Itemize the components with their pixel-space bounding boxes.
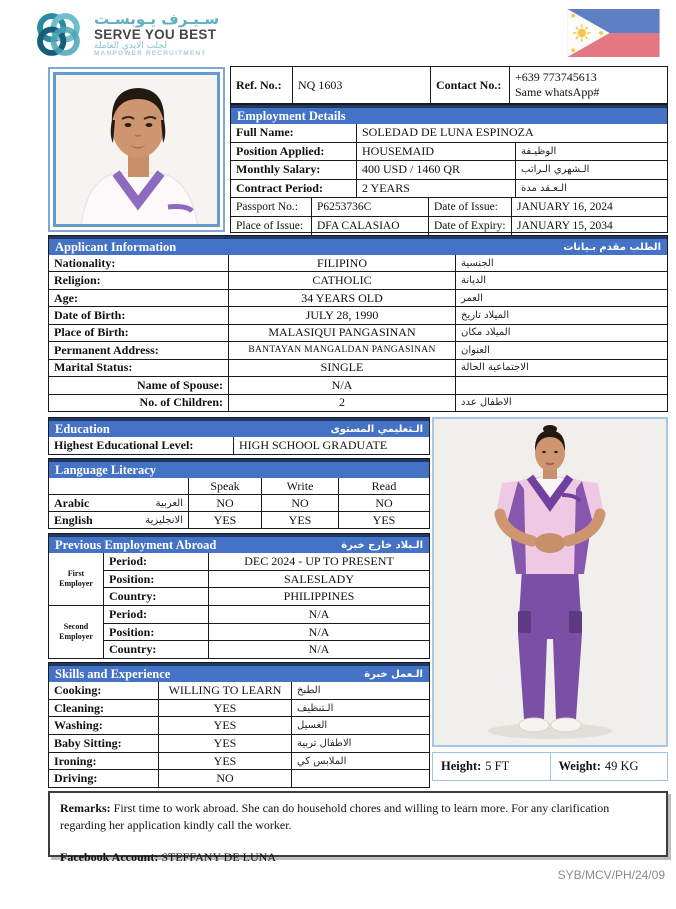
facebook-line: [60, 849, 656, 866]
field-arabic: [292, 770, 429, 787]
height-label: Height:: [441, 759, 482, 773]
employment-section: [230, 104, 668, 233]
field-value: WILLING TO LEARN: [159, 682, 292, 699]
brand-tagline-arabic: لجلب الايدي العاملة: [94, 40, 167, 51]
field-value: HOUSEMAID: [357, 143, 516, 161]
field-arabic: الديانة: [461, 275, 487, 287]
field-arabic: العنوان: [461, 344, 490, 356]
language-section-header: [49, 459, 429, 478]
field-arabic: الميلاد تاريخ: [461, 310, 510, 322]
field-label: Period:: [104, 606, 209, 623]
field-value: YES: [159, 700, 292, 717]
field-value: CATHOLIC: [229, 272, 456, 288]
ref-label: Ref. No.:: [231, 67, 293, 103]
field-value: DEC 2024 - UP TO PRESENT: [244, 553, 394, 568]
contact-note: Same whatsApp#: [515, 85, 600, 99]
section-title: Previous Employment Abroad: [55, 537, 217, 552]
previous-employment-header: [49, 534, 429, 553]
field-arabic: الاطفال عدد: [461, 397, 512, 409]
field-label: Cooking:: [49, 682, 159, 699]
field-value: N/A: [308, 642, 330, 657]
section-title-arabic: الـبلاد خارج خبرة: [341, 539, 423, 551]
applicant-section-header: [49, 236, 667, 255]
field-arabic: الـعـقد مدة: [521, 182, 567, 194]
section-title: Employment Details: [237, 108, 346, 123]
field-value: NO: [159, 770, 292, 787]
field-value: N/A: [308, 606, 330, 621]
language-name-cell: Arabic العربية: [49, 495, 189, 511]
section-title: Skills and Experience: [55, 666, 171, 681]
field-label: Washing:: [49, 717, 159, 734]
fullbody-portrait: [434, 419, 666, 745]
section-title: Applicant Information: [55, 239, 177, 254]
field-label: Position:: [104, 571, 209, 588]
section-title-arabic: الـتعليمي المستوى: [330, 423, 423, 435]
education-section: [48, 417, 430, 455]
field-value: BANTAYAN MANGALDAN PANGASINAN: [229, 342, 456, 358]
field-value: HIGH SCHOOL GRADUATE: [239, 438, 388, 452]
field-value: 2: [229, 395, 456, 411]
field-arabic: الميلاد مكان: [461, 327, 511, 339]
section-title-arabic: الـعمل خبرة: [364, 668, 423, 680]
passport-row: Passport No.: P6253736C Date of Issue: JANUARY 16, 2024: [231, 198, 667, 217]
field-value: YES: [159, 753, 292, 770]
applicant-section: [48, 235, 668, 412]
remarks-box: [48, 791, 668, 864]
field-label: Date of Birth:: [49, 307, 229, 323]
field-arabic: الملابس كي: [297, 755, 347, 767]
column-header: Write: [262, 478, 339, 494]
field-arabic: الـشهري الـراتب: [521, 164, 590, 176]
height-field: [433, 753, 551, 780]
field-label: Driving:: [49, 770, 159, 787]
fullbody-photo: [432, 417, 668, 747]
field-value: JULY 28, 1990: [229, 307, 456, 323]
field-label: Highest Educational Level:: [49, 437, 234, 454]
field-arabic: الغسيل: [297, 720, 328, 732]
facebook-value: STEFFANY DE LUNA: [161, 849, 276, 864]
field-label: Permanent Address:: [49, 342, 229, 358]
field-label: Ironing:: [49, 753, 159, 770]
field-label: Country:: [104, 588, 209, 605]
philippines-flag-icon: [566, 9, 661, 62]
field-value: 2 YEARS: [357, 180, 516, 198]
field-arabic: الجنسية: [461, 257, 494, 269]
field-label: No. of Children:: [49, 395, 229, 411]
brand-name-arabic: سـيـرف يـوبسـت: [94, 9, 220, 28]
weight-label: Weight:: [558, 759, 601, 773]
logo-rings-icon: [30, 8, 86, 62]
previous-employment-section: [48, 533, 430, 659]
field-value: YES: [159, 717, 292, 734]
column-header: Read: [371, 478, 397, 493]
language-section: Language Literacy Speak Write Read Arabic العربية NO NO NO English الانجليزية YES YES YES: [48, 458, 430, 529]
footer-code: SYB/MCV/PH/24/09: [557, 868, 665, 882]
skills-section: [48, 662, 430, 788]
employer-name: First Employer: [49, 553, 104, 605]
field-label: Religion:: [49, 272, 229, 288]
field-label: Monthly Salary:: [231, 161, 357, 179]
skills-section-header: [49, 663, 429, 682]
field-arabic: الاجتماعية الحالة: [461, 362, 529, 374]
language-name-cell: English الانجليزية: [49, 512, 189, 528]
field-arabic: الطبخ: [297, 684, 321, 696]
contact-label: Contact No.:: [431, 67, 510, 103]
field-value: N/A: [229, 377, 456, 393]
field-label: Place of Birth:: [49, 325, 229, 341]
field-label: Full Name:: [231, 124, 357, 142]
employment-section-header: [231, 105, 667, 124]
remarks-line: [60, 800, 656, 835]
field-label: Baby Sitting:: [49, 735, 159, 752]
section-title: Education: [55, 421, 110, 436]
weight-value: 49 KG: [604, 759, 639, 773]
field-value: SINGLE: [229, 360, 456, 376]
field-label: Position Applied:: [231, 143, 357, 161]
passport-row: Place of Issue: DFA CALASIAO Date of Expiry: JANUARY 15, 2034: [231, 217, 667, 236]
language-corner-cell: [49, 478, 189, 494]
weight-field: [551, 753, 668, 780]
field-arabic: الـتنظيف: [297, 702, 334, 714]
brand-name: SERVE YOU BEST: [94, 26, 217, 42]
field-label: Position:: [104, 624, 209, 641]
headshot-photo: [48, 67, 225, 232]
field-value: 34 YEARS OLD: [229, 290, 456, 306]
section-title-arabic: الطلب مقدم بـيانات: [563, 241, 661, 253]
field-label: Name of Spouse:: [49, 377, 229, 393]
field-label: Country:: [104, 641, 209, 658]
height-weight-table: [432, 752, 668, 781]
field-arabic: الوظيـفة: [521, 145, 557, 157]
headshot-portrait: [56, 75, 220, 227]
brand-logo: [30, 8, 219, 62]
field-label: Age:: [49, 290, 229, 306]
field-value: SALESLADY: [283, 571, 354, 586]
column-header: Speak: [189, 478, 262, 494]
contact-value: +639 773745613 Same whatsApp#: [515, 70, 600, 99]
section-title: Language Literacy: [55, 462, 157, 477]
field-arabic: الاطفال تربية: [297, 737, 352, 749]
field-label: Contract Period:: [231, 180, 357, 198]
field-label: Cleaning:: [49, 700, 159, 717]
field-arabic: [456, 377, 667, 393]
remarks-text: First time to work abroad. She can do household chores and willing to learn more. For any clarification regarding her application kindly call the worker.: [60, 801, 610, 833]
field-value: YES: [159, 735, 292, 752]
field-arabic: العمر: [461, 292, 483, 304]
employer-name: Second Employer: [49, 606, 104, 658]
field-value: FILIPINO: [229, 255, 456, 271]
field-label: Marital Status:: [49, 360, 229, 376]
field-value: PHILIPPINES: [283, 589, 355, 604]
brand-tagline: MANPOWER RECRUITMENT: [94, 50, 207, 58]
field-value: 400 USD / 1460 QR: [357, 161, 516, 179]
field-label: Nationality:: [49, 255, 229, 271]
field-value: SOLEDAD DE LUNA ESPINOZA: [362, 125, 534, 140]
remarks-label: Remarks:: [60, 801, 111, 815]
field-value: N/A: [308, 624, 330, 639]
height-value: 5 FT: [485, 759, 510, 773]
field-value: MALASIQUI PANGASINAN: [229, 325, 456, 341]
education-section-header: [49, 418, 429, 437]
facebook-label: Facebook Account:: [60, 849, 159, 864]
field-label: Period:: [104, 553, 209, 570]
ref-value: NQ 1603: [293, 67, 431, 103]
ref-contact-table: [230, 66, 668, 104]
